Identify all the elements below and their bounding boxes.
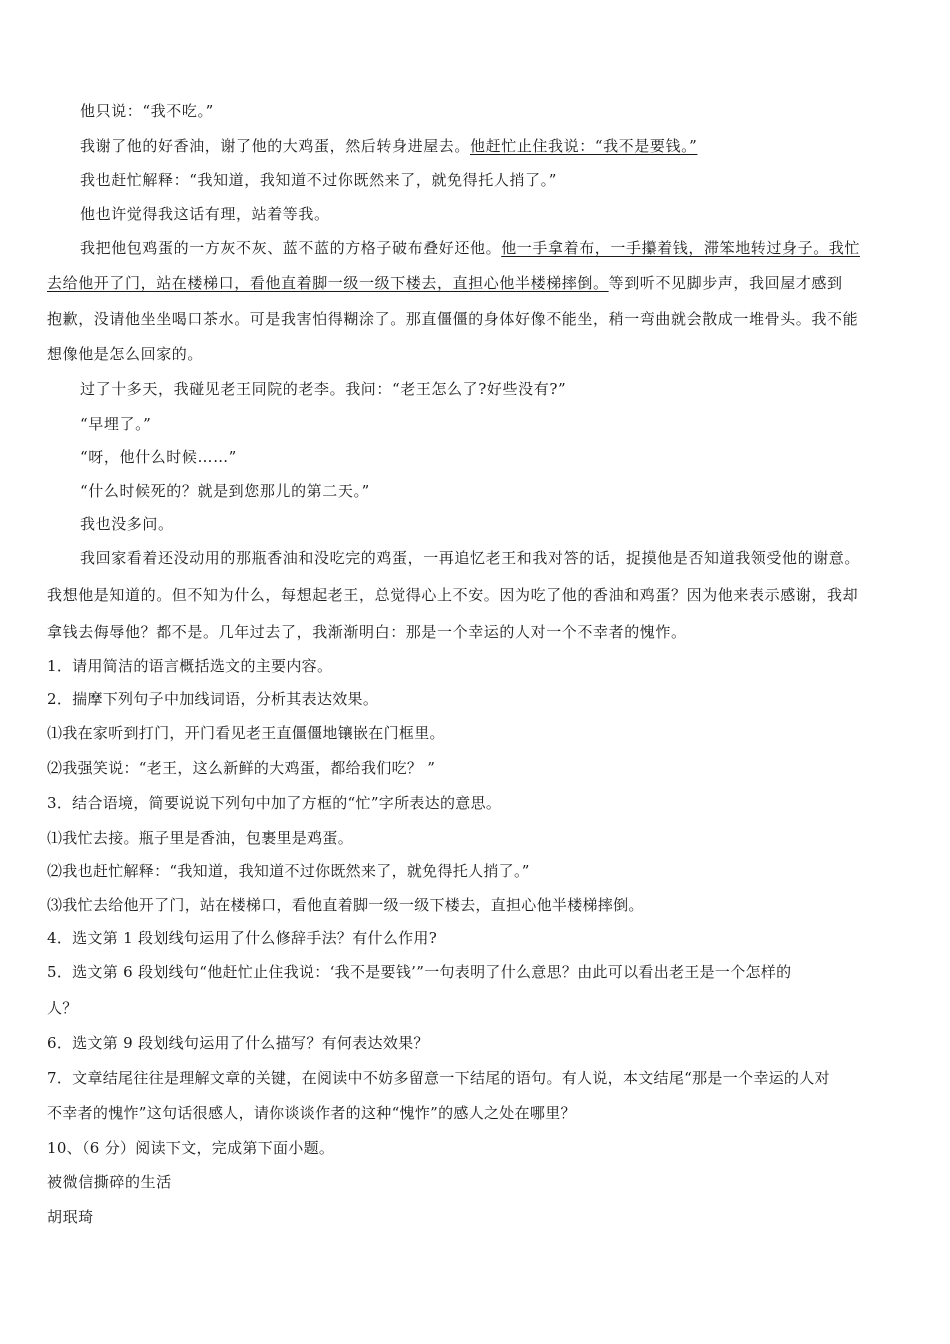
- passage-paragraph: “什么时候死的？就是到您那儿的第二天。”: [80, 482, 370, 500]
- question-1: 1．请用简洁的语言概括选文的主要内容。: [47, 657, 333, 675]
- question-7: 7．文章结尾往往是理解文章的关键，在阅读中不妨多留意一下结尾的语句。有人说，本文结尾“那是一个幸运的人对: [47, 1069, 830, 1087]
- question-2-item-2: ⑵我强笑说：“老王，这么新鲜的大鸡蛋，都给我们吃？ ”: [47, 759, 436, 777]
- question-5-continued: 人？: [47, 999, 78, 1017]
- article-author: 胡珉琦: [47, 1208, 94, 1226]
- passage-paragraph: 他也许觉得我这话有理，站着等我。: [80, 205, 330, 223]
- passage-text: 等到听不见脚步声，我回屋才感到: [608, 274, 843, 292]
- passage-text: 我把他包鸡蛋的一方灰不灰、蓝不蓝的方格子破布叠好还他。: [80, 239, 502, 257]
- passage-line: 我想他是知道的。但不知为什么，每想起老王，总觉得心上不安。因为吃了他的香油和鸡蛋？因为他来表示感谢，我却: [47, 586, 859, 604]
- passage-line: 拿钱去侮辱他？都不是。几年过去了，我渐渐明白：那是一个幸运的人对一个不幸者的愧怍。: [47, 623, 687, 641]
- question-6: 6．选文第 9 段划线句运用了什么描写？有何表达效果？: [47, 1034, 429, 1052]
- question-2-item-1: ⑴我在家听到打门，开门看见老王直僵僵地镶嵌在门框里。: [47, 724, 445, 742]
- question-4: 4．选文第 1 段划线句运用了什么修辞手法？有什么作用?: [47, 929, 438, 947]
- question-3-item-3: ⑶我忙去给他开了门，站在楼梯口，看他直着脚一级一级下楼去，直担心他半楼梯摔倒。: [47, 896, 644, 914]
- article-title: 被微信撕碎的生活: [47, 1173, 172, 1191]
- section-header: 10、（6 分）阅读下文，完成第下面小题。: [47, 1139, 335, 1157]
- passage-paragraph: 我回家看着还没动用的那瓶香油和没吃完的鸡蛋，一再追忆老王和我对答的话，捉摸他是否知道我领受他的谢意。: [80, 549, 861, 567]
- question-5: 5．选文第 6 段划线句“他赶忙止住我说：‘我不是要钱’”一句表明了什么意思？由此可以看出老王是一个怎样的: [47, 963, 792, 981]
- underlined-sentence: 他一手拿着布，一手攥着钱，滞笨地转过身子。我忙: [501, 239, 861, 257]
- question-3-item-2: ⑵我也赶忙解释：“我知道，我知道不过你既然来了，就免得托人捎了。”: [47, 862, 530, 880]
- passage-paragraph: 过了十多天，我碰见老王同院的老李。我问：“老王怎么了?好些没有?”: [80, 380, 567, 398]
- question-3-item-1: ⑴我忙去接。瓶子里是香油，包裹里是鸡蛋。: [47, 829, 354, 847]
- passage-paragraph: [80, 136, 697, 156]
- passage-paragraph: “呀，他什么时候……”: [80, 448, 237, 466]
- passage-line: 想像他是怎么回家的。: [47, 345, 204, 363]
- passage-text: 我谢了他的好香油，谢了他的大鸡蛋，然后转身进屋去。: [80, 137, 471, 155]
- passage-paragraph: [80, 238, 860, 258]
- passage-paragraph: “早埋了。”: [80, 415, 152, 433]
- passage-paragraph: 我也赶忙解释：“我知道，我知道不过你既然来了，就免得托人捎了。”: [80, 171, 558, 189]
- underlined-sentence: 他赶忙止住我说：“我不是要钱。”: [470, 137, 698, 155]
- question-3: 3．结合语境，简要说说下列句中加了方框的“忙”字所表达的意思。: [47, 794, 502, 812]
- passage-paragraph: 他只说：“我不吃。”: [80, 102, 214, 120]
- passage-paragraph: 我也没多问。: [80, 515, 174, 533]
- underlined-sentence: 去给他开了门，站在楼梯口，看他直着脚一级一级下楼去，直担心他半楼梯摔倒。: [47, 274, 609, 292]
- question-2: 2．揣摩下列句子中加线词语，分析其表达效果。: [47, 690, 379, 708]
- question-7-continued: 不幸者的愧怍”这句话很感人，请你谈谈作者的这种“愧怍”的感人之处在哪里？: [47, 1104, 576, 1122]
- passage-line: [47, 273, 843, 293]
- passage-line: 抱歉，没请他坐坐喝口茶水。可是我害怕得糊涂了。那直僵僵的身体好像不能坐，稍一弯曲就会散成一堆骨头。我不能: [47, 310, 859, 328]
